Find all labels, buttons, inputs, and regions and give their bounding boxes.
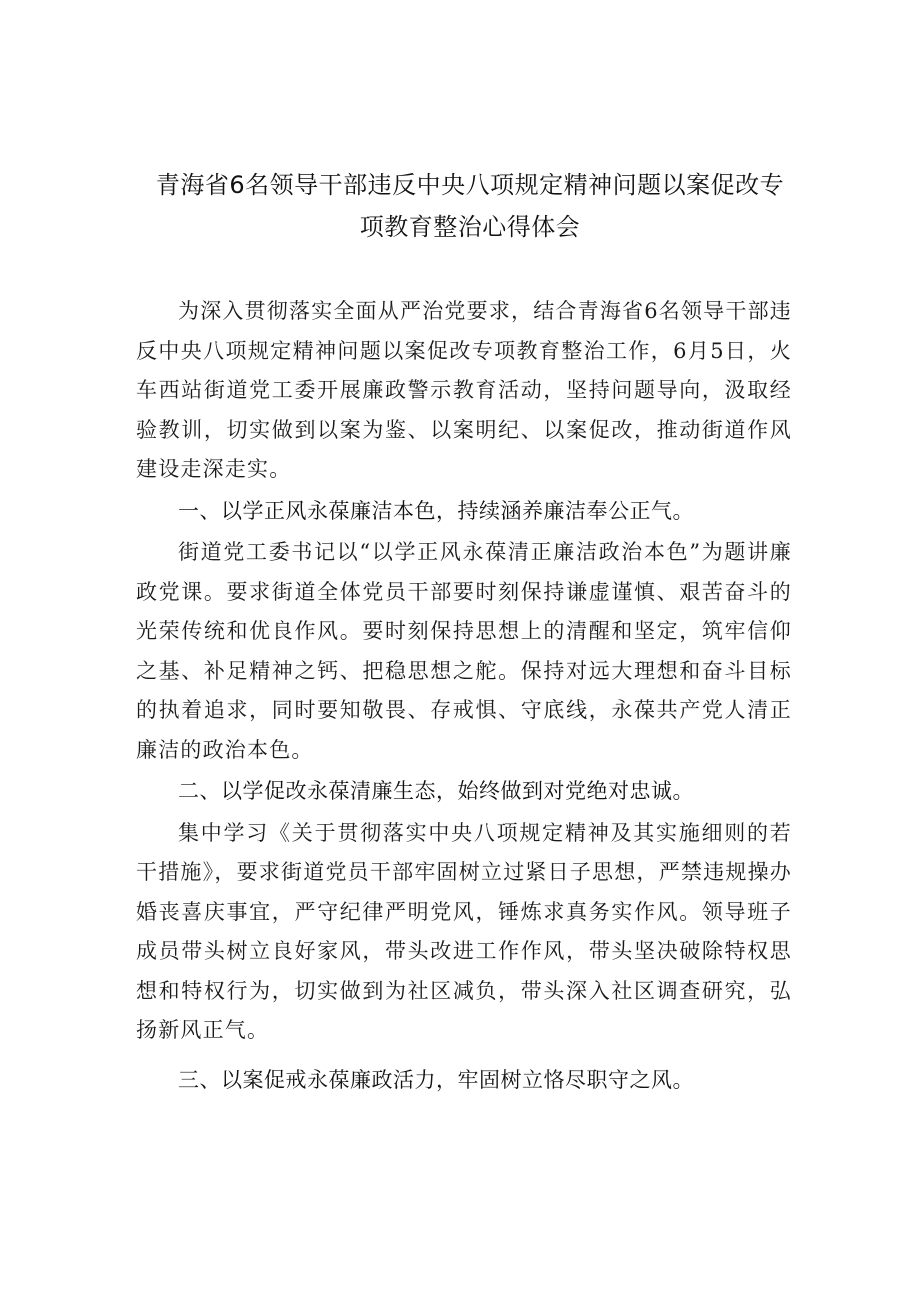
section-2-paragraph: 集中学习《关于贯彻落实中央八项规定精神及其实施细则的若干措施》，要求街道党员干部牢固树立过紧日子思想，严禁违规操办婚丧喜庆事宜，严守纪律严明党风，锤炼求真务实作风。领导班子成员带头树立良好家风，带头改进工作作风，带头坚决破除特权思想和特权行为，切实做到为社区减负，带头深入社区调查研究，弘扬新风正气。	[136, 820, 792, 1042]
section-1-paragraph: 街道党工委书记以“以学正风永葆清正廉洁政治本色”为题讲廉政党课。要求街道全体党员干部要时刻保持谦虚谨慎、艰苦奋斗的光荣传统和优良作风。要时刻保持思想上的清醒和坚定，筑牢信仰之基、补足精神之钙、把稳思想之舵。保持对远大理想和奋斗目标的执着追求，同时要知敬畏、存戒惧、守底线，永葆共产党人清正廉洁的政治本色。	[136, 540, 792, 762]
document-title	[150, 164, 790, 248]
intro-paragraph: 为深入贯彻落实全面从严治党要求，结合青海省6名领导干部违反中央八项规定精神问题以案促改专项教育整治工作，6月5日，火车西站街道党工委开展廉政警示教育活动，坚持问题导向，汲取经验教训，切实做到以案为鉴、以案明纪、以案促改，推动街道作风建设走深走实。	[136, 299, 792, 481]
document-body	[136, 292, 792, 1102]
section-2-heading: 二、以学促改永葆清廉生态，始终做到对党绝对忠诚。	[178, 779, 694, 803]
section-1-heading: 一、以学正风永葆廉洁本色，持续涵养廉洁奉公正气。	[178, 498, 694, 523]
title-line-2: 项教育整治心得体会	[359, 213, 581, 241]
section-3-heading: 三、以案促戒永葆廉政活力，牢固树立恪尽职守之风。	[178, 1067, 694, 1092]
title-line-1: 青海省6名领导干部违反中央八项规定精神问题以案促改专	[155, 171, 785, 199]
